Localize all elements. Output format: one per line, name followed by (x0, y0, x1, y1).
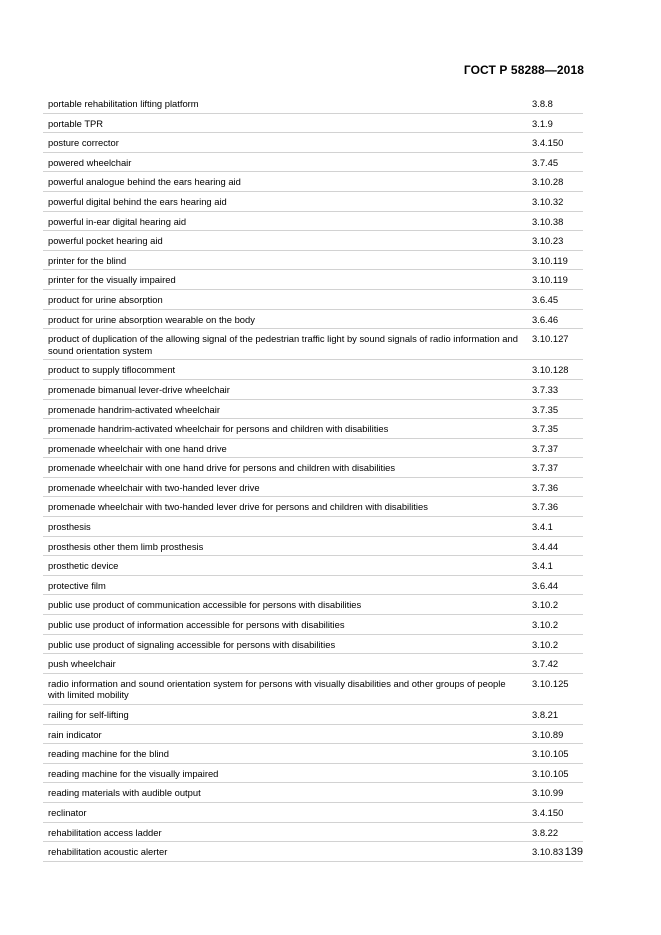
table-row (43, 400, 583, 420)
term-cell: powerful analogue behind the ears hearing aid (48, 176, 241, 188)
reference-cell: 3.1.9 (532, 117, 553, 129)
term-cell: promenade wheelchair with two-handed lever drive (48, 481, 260, 493)
table-row (43, 725, 583, 745)
reference-cell: 3.7.33 (532, 383, 559, 395)
reference-cell: 3.4.1 (532, 521, 553, 533)
reference-cell: 3.10.105 (532, 767, 569, 779)
table-row (43, 803, 583, 823)
reference-cell: 3.8.21 (532, 709, 559, 720)
term-cell: product for urine absorption wearable on the body (48, 313, 255, 325)
term-cell: prosthetic device (48, 560, 119, 572)
table-row (43, 517, 583, 537)
reference-cell: 3.7.36 (532, 501, 559, 513)
reference-cell: 3.10.125 (532, 677, 569, 689)
term-cell: prosthesis other them limb prosthesis (48, 540, 204, 552)
reference-cell: 3.10.119 (532, 254, 568, 266)
term-cell: railing for self-lifting (48, 709, 129, 720)
term-cell: rehabilitation access ladder (48, 826, 162, 838)
table-row (43, 192, 583, 212)
term-cell: product of duplication of the allowing signal of the pedestrian traffic light by sound signals of radio information and sound orientation system (48, 333, 518, 356)
table-row (43, 823, 583, 843)
table-row (43, 635, 583, 655)
term-cell: reading materials with audible output (48, 787, 201, 799)
table-row (43, 744, 583, 764)
table-row (43, 329, 583, 360)
table-row (43, 380, 583, 400)
table-row (43, 458, 583, 478)
reference-cell: 3.6.45 (532, 293, 559, 305)
term-cell: push wheelchair (48, 658, 116, 670)
table-row (43, 537, 583, 557)
table-row (43, 478, 583, 498)
term-cell: reading machine for the blind (48, 748, 169, 760)
table-row (43, 764, 583, 784)
term-cell: powerful digital behind the ears hearing aid (48, 195, 227, 207)
reference-cell: 3.10.28 (532, 176, 564, 188)
table-row (43, 595, 583, 615)
term-cell: promenade wheelchair with one hand drive for persons and children with disabilities (48, 462, 396, 474)
reference-cell: 3.10.128 (532, 364, 569, 376)
table-row (43, 783, 583, 803)
reference-cell: 3.10.2 (532, 619, 559, 631)
table-row (43, 842, 583, 862)
term-cell: promenade handrim-activated wheelchair for persons and children with disabilities (48, 423, 389, 435)
table-row (43, 576, 583, 596)
table-row (43, 212, 583, 232)
reference-cell: 3.7.35 (532, 403, 559, 415)
table-row (43, 360, 583, 380)
reference-cell: 3.10.38 (532, 215, 564, 227)
term-cell: product to supply tiflocomment (48, 364, 176, 376)
reference-cell: 3.10.119 (532, 274, 568, 286)
reference-cell: 3.7.36 (532, 481, 559, 493)
table-row (43, 251, 583, 271)
reference-cell: 3.10.99 (532, 787, 564, 799)
table-row (43, 153, 583, 173)
reference-cell: 3.4.150 (532, 137, 564, 149)
term-cell: powered wheelchair (48, 156, 132, 168)
term-cell: public use product of signaling accessible for persons with disabilities (48, 638, 336, 650)
table-row (43, 172, 583, 192)
term-cell: promenade bimanual lever-drive wheelchair (48, 383, 230, 395)
page-number: 139 (564, 846, 583, 858)
reference-cell: 3.4.44 (532, 540, 559, 552)
reference-cell: 3.10.89 (532, 728, 564, 740)
term-cell: powerful in-ear digital hearing aid (48, 215, 187, 227)
reference-cell: 3.10.105 (532, 748, 569, 760)
reference-cell: 3.7.35 (532, 423, 559, 435)
term-cell: reclinator (48, 806, 87, 818)
term-cell: public use product of information accessible for persons with disabilities (48, 619, 345, 631)
reference-cell: 3.4.1 (532, 560, 553, 572)
reference-cell: 3.10.2 (532, 599, 559, 611)
reference-cell: 3.10.23 (532, 235, 564, 247)
term-cell: rain indicator (48, 728, 102, 740)
term-cell: public use product of communication accessible for persons with disabilities (48, 599, 362, 611)
term-cell: product for urine absorption (48, 293, 163, 305)
document-header: ГОСТ Р 58288—2018 (463, 63, 584, 77)
table-row (43, 310, 583, 330)
reference-cell: 3.7.42 (532, 658, 559, 670)
term-cell: reading machine for the visually impaired (48, 767, 219, 779)
term-cell: portable TPR (48, 117, 104, 129)
reference-cell: 3.7.37 (532, 442, 559, 454)
table-row (43, 94, 583, 114)
table-row (43, 615, 583, 635)
term-cell: protective film (48, 579, 106, 591)
term-cell: portable rehabilitation lifting platform (48, 98, 199, 109)
table-row (43, 439, 583, 459)
reference-cell: 3.7.45 (532, 156, 559, 168)
table-row (43, 674, 583, 705)
term-cell: prosthesis (48, 521, 91, 533)
term-cell: posture corrector (48, 137, 119, 149)
table-row (43, 705, 583, 725)
term-cell: promenade handrim-activated wheelchair (48, 403, 220, 415)
reference-cell: 3.8.22 (532, 826, 559, 838)
term-cell: printer for the visually impaired (48, 274, 176, 286)
table-row (43, 231, 583, 251)
term-cell: radio information and sound orientation system for persons with visually disabilities and other groups of people with limited mobility (48, 677, 506, 701)
reference-cell: 3.7.37 (532, 462, 559, 474)
term-cell: promenade wheelchair with one hand drive (48, 442, 227, 454)
table-row (43, 290, 583, 310)
term-cell: powerful pocket hearing aid (48, 235, 163, 247)
reference-cell: 3.6.46 (532, 313, 559, 325)
table-row (43, 133, 583, 153)
reference-cell: 3.4.150 (532, 806, 564, 818)
reference-cell: 3.10.2 (532, 638, 559, 650)
table-row (43, 556, 583, 576)
table-row (43, 654, 583, 674)
reference-cell: 3.6.44 (532, 579, 559, 591)
reference-cell: 3.8.8 (532, 98, 553, 109)
reference-cell: 3.10.83 (532, 846, 564, 858)
table-row (43, 270, 583, 290)
term-cell: promenade wheelchair with two-handed lever drive for persons and children with disabilities (48, 501, 428, 513)
table-row (43, 114, 583, 134)
term-index-table (43, 94, 583, 862)
reference-cell: 3.10.32 (532, 195, 564, 207)
term-cell: printer for the blind (48, 254, 127, 266)
table-row (43, 419, 583, 439)
table-row (43, 497, 583, 517)
term-cell: rehabilitation acoustic alerter (48, 846, 168, 858)
reference-cell: 3.10.127 (532, 333, 569, 345)
